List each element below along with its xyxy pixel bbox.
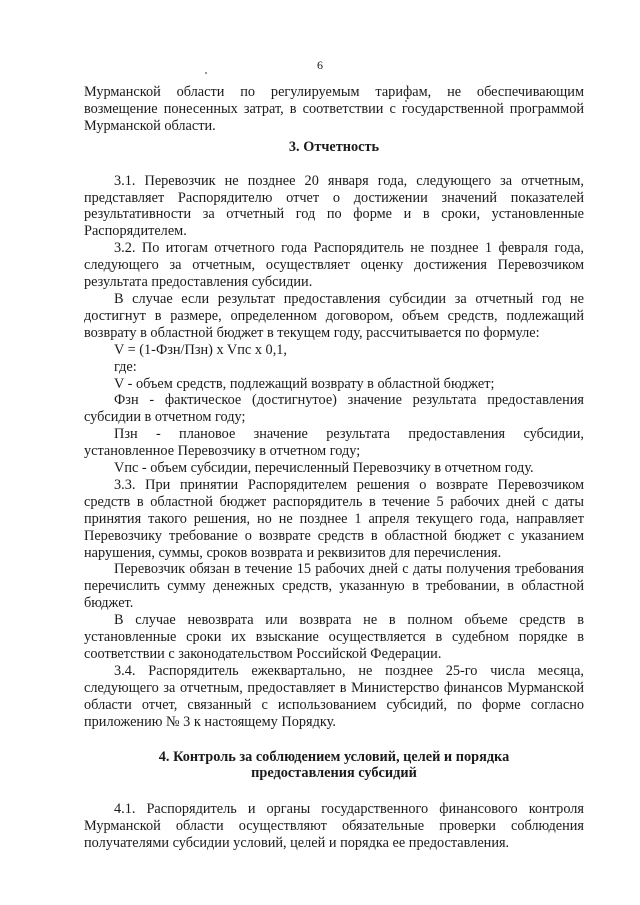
formula-where: где: [114,358,137,375]
definition-vps: Vпс - объем субсидии, перечисленный Перевозчику в отчетном году. [114,460,534,477]
definition-pzn: Пзн - плановое значение результата предоставления субсидии, установленное Перевозчику в отчетном году; [84,426,584,460]
definition-fzn: Фзн - фактическое (достигнутое) значение результата предоставления субсидии в отчетном году; [84,392,584,426]
section-4-heading-line-2: предоставления субсидий [251,765,417,782]
paragraph-3-3: 3.3. При принятии Распорядителем решения о возврате Перевозчиком средств в областной бюджет распорядитель в течение 5 рабочих дней с даты принятия такого решения, но не позднее 1 апреля текущего года, направляет Перевозчику требование о возврате средств в областной бюджет с указанием нарушения, суммы, сроков возврата и реквизитов для перечисления. [84,476,584,561]
intro-paragraph: Мурманской области по регулируемым тарифам, не обеспечивающим возмещение понесенных затрат, в соответствии с государственной программой Мурманской области. [84,84,584,134]
paragraph-case: В случае если результат предоставления субсидии за отчетный год не достигнут в размере, определенном договором, объем средств, подлежащий возврату в областной бюджет в текущем году, рассчитывается по формуле: [84,290,584,341]
section-3-heading: 3. Отчетность [288,138,380,155]
document-body [84,84,584,852]
definition-v: V - объем средств, подлежащий возврату в областной бюджет; [114,375,495,392]
paragraph-nonreturn: В случае невозврата или возврата не в полном объеме средств в установленные сроки их взыскание осуществляется в судебном порядке в соответствии с законодательством Российской Федерации. [84,612,584,662]
paragraph-4-1: 4.1. Распорядитель и органы государственного финансового контроля Мурманской области осуществляют обязательные проверки соблюдения получателями субсидии условий, целей и порядка ее предоставления. [84,801,584,852]
section-4-heading [84,749,584,783]
paragraph-3-2: 3.2. По итогам отчетного года Распорядитель не позднее 1 февраля года, следующего за отчетным, осуществляет оценку достижения Перевозчиком результата предоставления субсидии. [84,240,584,291]
paragraph-obliged: Перевозчик обязан в течение 15 рабочих дней с даты получения требования перечислить сумму денежных средств, указанную в требовании, в областной бюджет. [84,561,584,612]
section-4-heading-line-1: 4. Контроль за соблюдением условий, целей и порядка [158,748,510,765]
paragraph-3-4: 3.4. Распорядитель ежеквартально, не позднее 25-го числа месяца, следующего за отчетным, предоставляет в Министерство финансов Мурманской области отчет, связанный с использованием субсидий, по форме согласно приложению № 3 к настоящему Порядку. [84,662,584,730]
page-number: 6 [317,58,323,72]
paragraph-3-1: 3.1. Перевозчик не позднее 20 января года, следующего за отчетным, представляет Распорядителю отчет о достижении значений показателей результативности за отчетный год по форме и в сроки, установленные Распорядителем. [84,172,584,240]
formula: V = (1-Фзн/Пзн) x Vпс x 0,1, [114,341,288,358]
